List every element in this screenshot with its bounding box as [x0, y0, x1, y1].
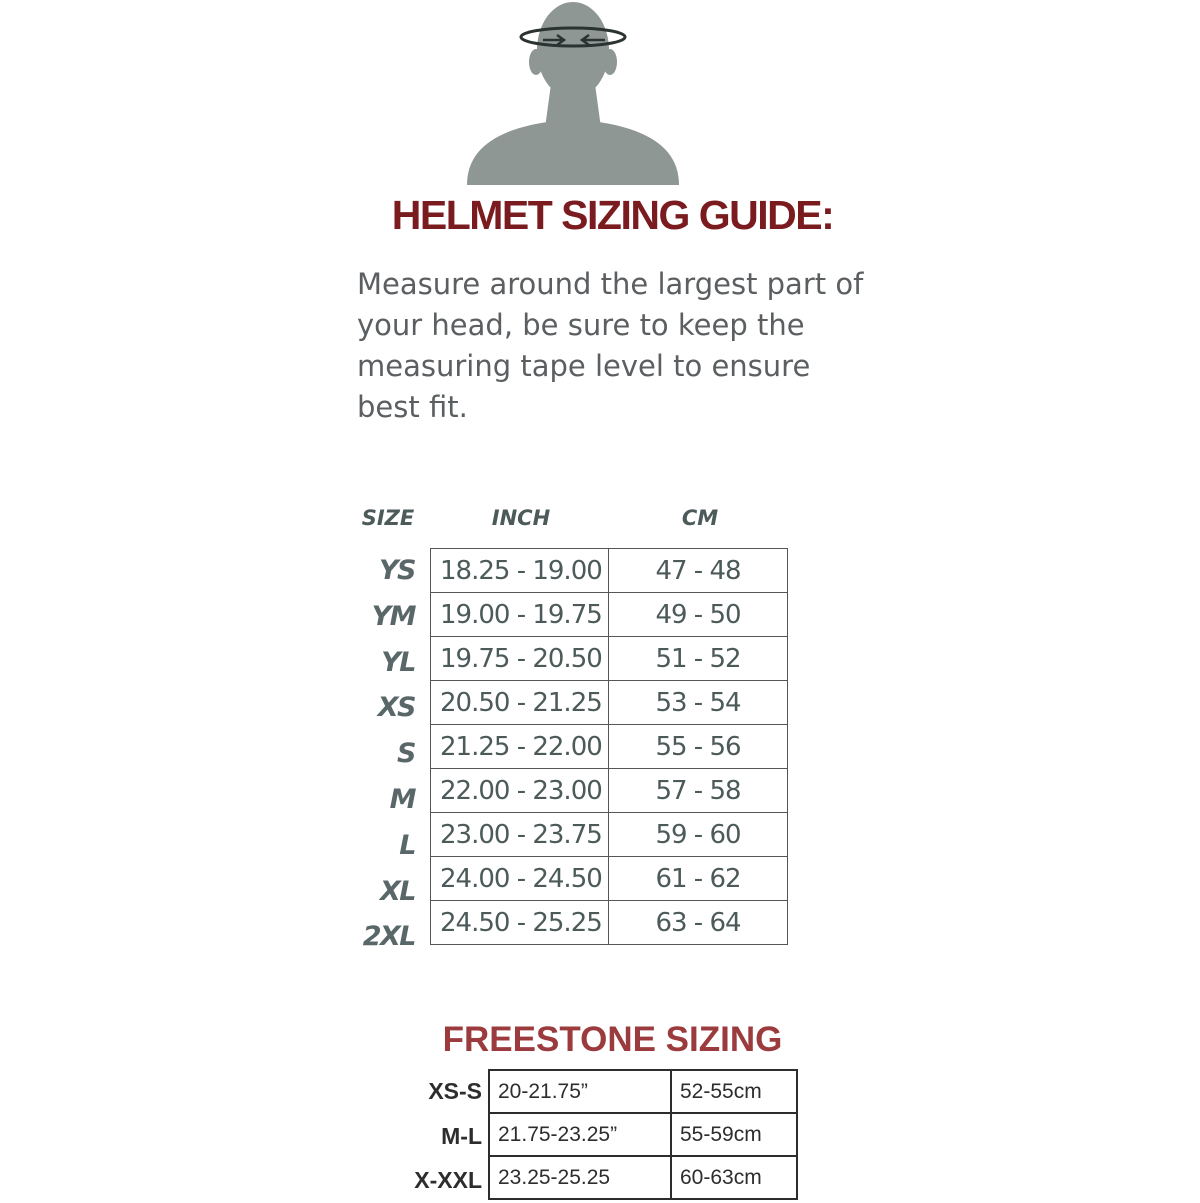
- freestone-cm-cell: 60-63cm: [671, 1156, 797, 1199]
- size-label: M: [389, 783, 415, 815]
- cm-cell: 47 - 48: [609, 549, 788, 593]
- inch-cell: 19.00 - 19.75: [431, 593, 609, 637]
- inch-cell: 19.75 - 20.50: [431, 637, 609, 681]
- inch-cell: 23.00 - 23.75: [431, 813, 609, 857]
- size-label: XS: [377, 692, 415, 724]
- inch-column-header: INCH: [491, 506, 551, 530]
- table-row: [431, 857, 788, 901]
- size-label: YL: [381, 646, 415, 678]
- freestone-size-label: XS-S: [428, 1078, 482, 1104]
- freestone-inch-cell: 23.25-25.25: [489, 1156, 671, 1199]
- size-label: L: [399, 829, 415, 861]
- freestone-size-label-column: [400, 1069, 482, 1203]
- cm-cell: 53 - 54: [609, 681, 788, 725]
- freestone-cm-cell: 55-59cm: [671, 1113, 797, 1156]
- size-label: S: [397, 738, 415, 770]
- inch-cell: 18.25 - 19.00: [431, 549, 609, 593]
- size-label: XL: [379, 875, 415, 907]
- freestone-size-label: M-L: [441, 1122, 482, 1149]
- cm-cell: 63 - 64: [609, 901, 788, 945]
- head-measure-icon: [455, 0, 695, 185]
- table-row: [489, 1113, 797, 1156]
- freestone-inch-cell: 20-21.75”: [489, 1070, 671, 1113]
- table-row: [431, 637, 788, 681]
- freestone-inch-cell: 21.75-23.25”: [489, 1113, 671, 1156]
- inch-cell: 21.25 - 22.00: [431, 725, 609, 769]
- freestone-size-label: X-XXL: [414, 1167, 482, 1193]
- size-column-header: SIZE: [361, 506, 415, 530]
- cm-cell: 61 - 62: [609, 857, 788, 901]
- size-label: YM: [371, 600, 415, 632]
- table-row: [431, 813, 788, 857]
- cm-column-header: CM: [681, 506, 719, 530]
- freestone-cm-cell: 52-55cm: [671, 1070, 797, 1113]
- measurement-instructions: Measure around the largest part of your head, be sure to keep the measuring tape level to ensure best fit.: [357, 267, 864, 424]
- page-title: HELMET SIZING GUIDE:: [391, 192, 834, 238]
- inch-cell: 24.00 - 24.50: [431, 857, 609, 901]
- size-label-column: [340, 548, 415, 960]
- freestone-sizing-title: FREESTONE SIZING: [442, 1020, 783, 1059]
- inch-cell: 24.50 - 25.25: [431, 901, 609, 945]
- table-row: [431, 725, 788, 769]
- inch-cell: 20.50 - 21.25: [431, 681, 609, 725]
- table-row: [489, 1156, 797, 1199]
- cm-cell: 49 - 50: [609, 593, 788, 637]
- cm-cell: 57 - 58: [609, 769, 788, 813]
- table-row: [489, 1070, 797, 1113]
- size-label: 2XL: [362, 921, 415, 953]
- size-label: YS: [379, 555, 415, 586]
- helmet-sizing-table: [430, 548, 788, 945]
- freestone-sizing-table: [488, 1069, 798, 1200]
- table-row: [431, 593, 788, 637]
- cm-cell: 59 - 60: [609, 813, 788, 857]
- table-row: [431, 901, 788, 945]
- table-row: [431, 681, 788, 725]
- table-row: [431, 769, 788, 813]
- inch-cell: 22.00 - 23.00: [431, 769, 609, 813]
- cm-cell: 55 - 56: [609, 725, 788, 769]
- cm-cell: 51 - 52: [609, 637, 788, 681]
- table-row: [431, 549, 788, 593]
